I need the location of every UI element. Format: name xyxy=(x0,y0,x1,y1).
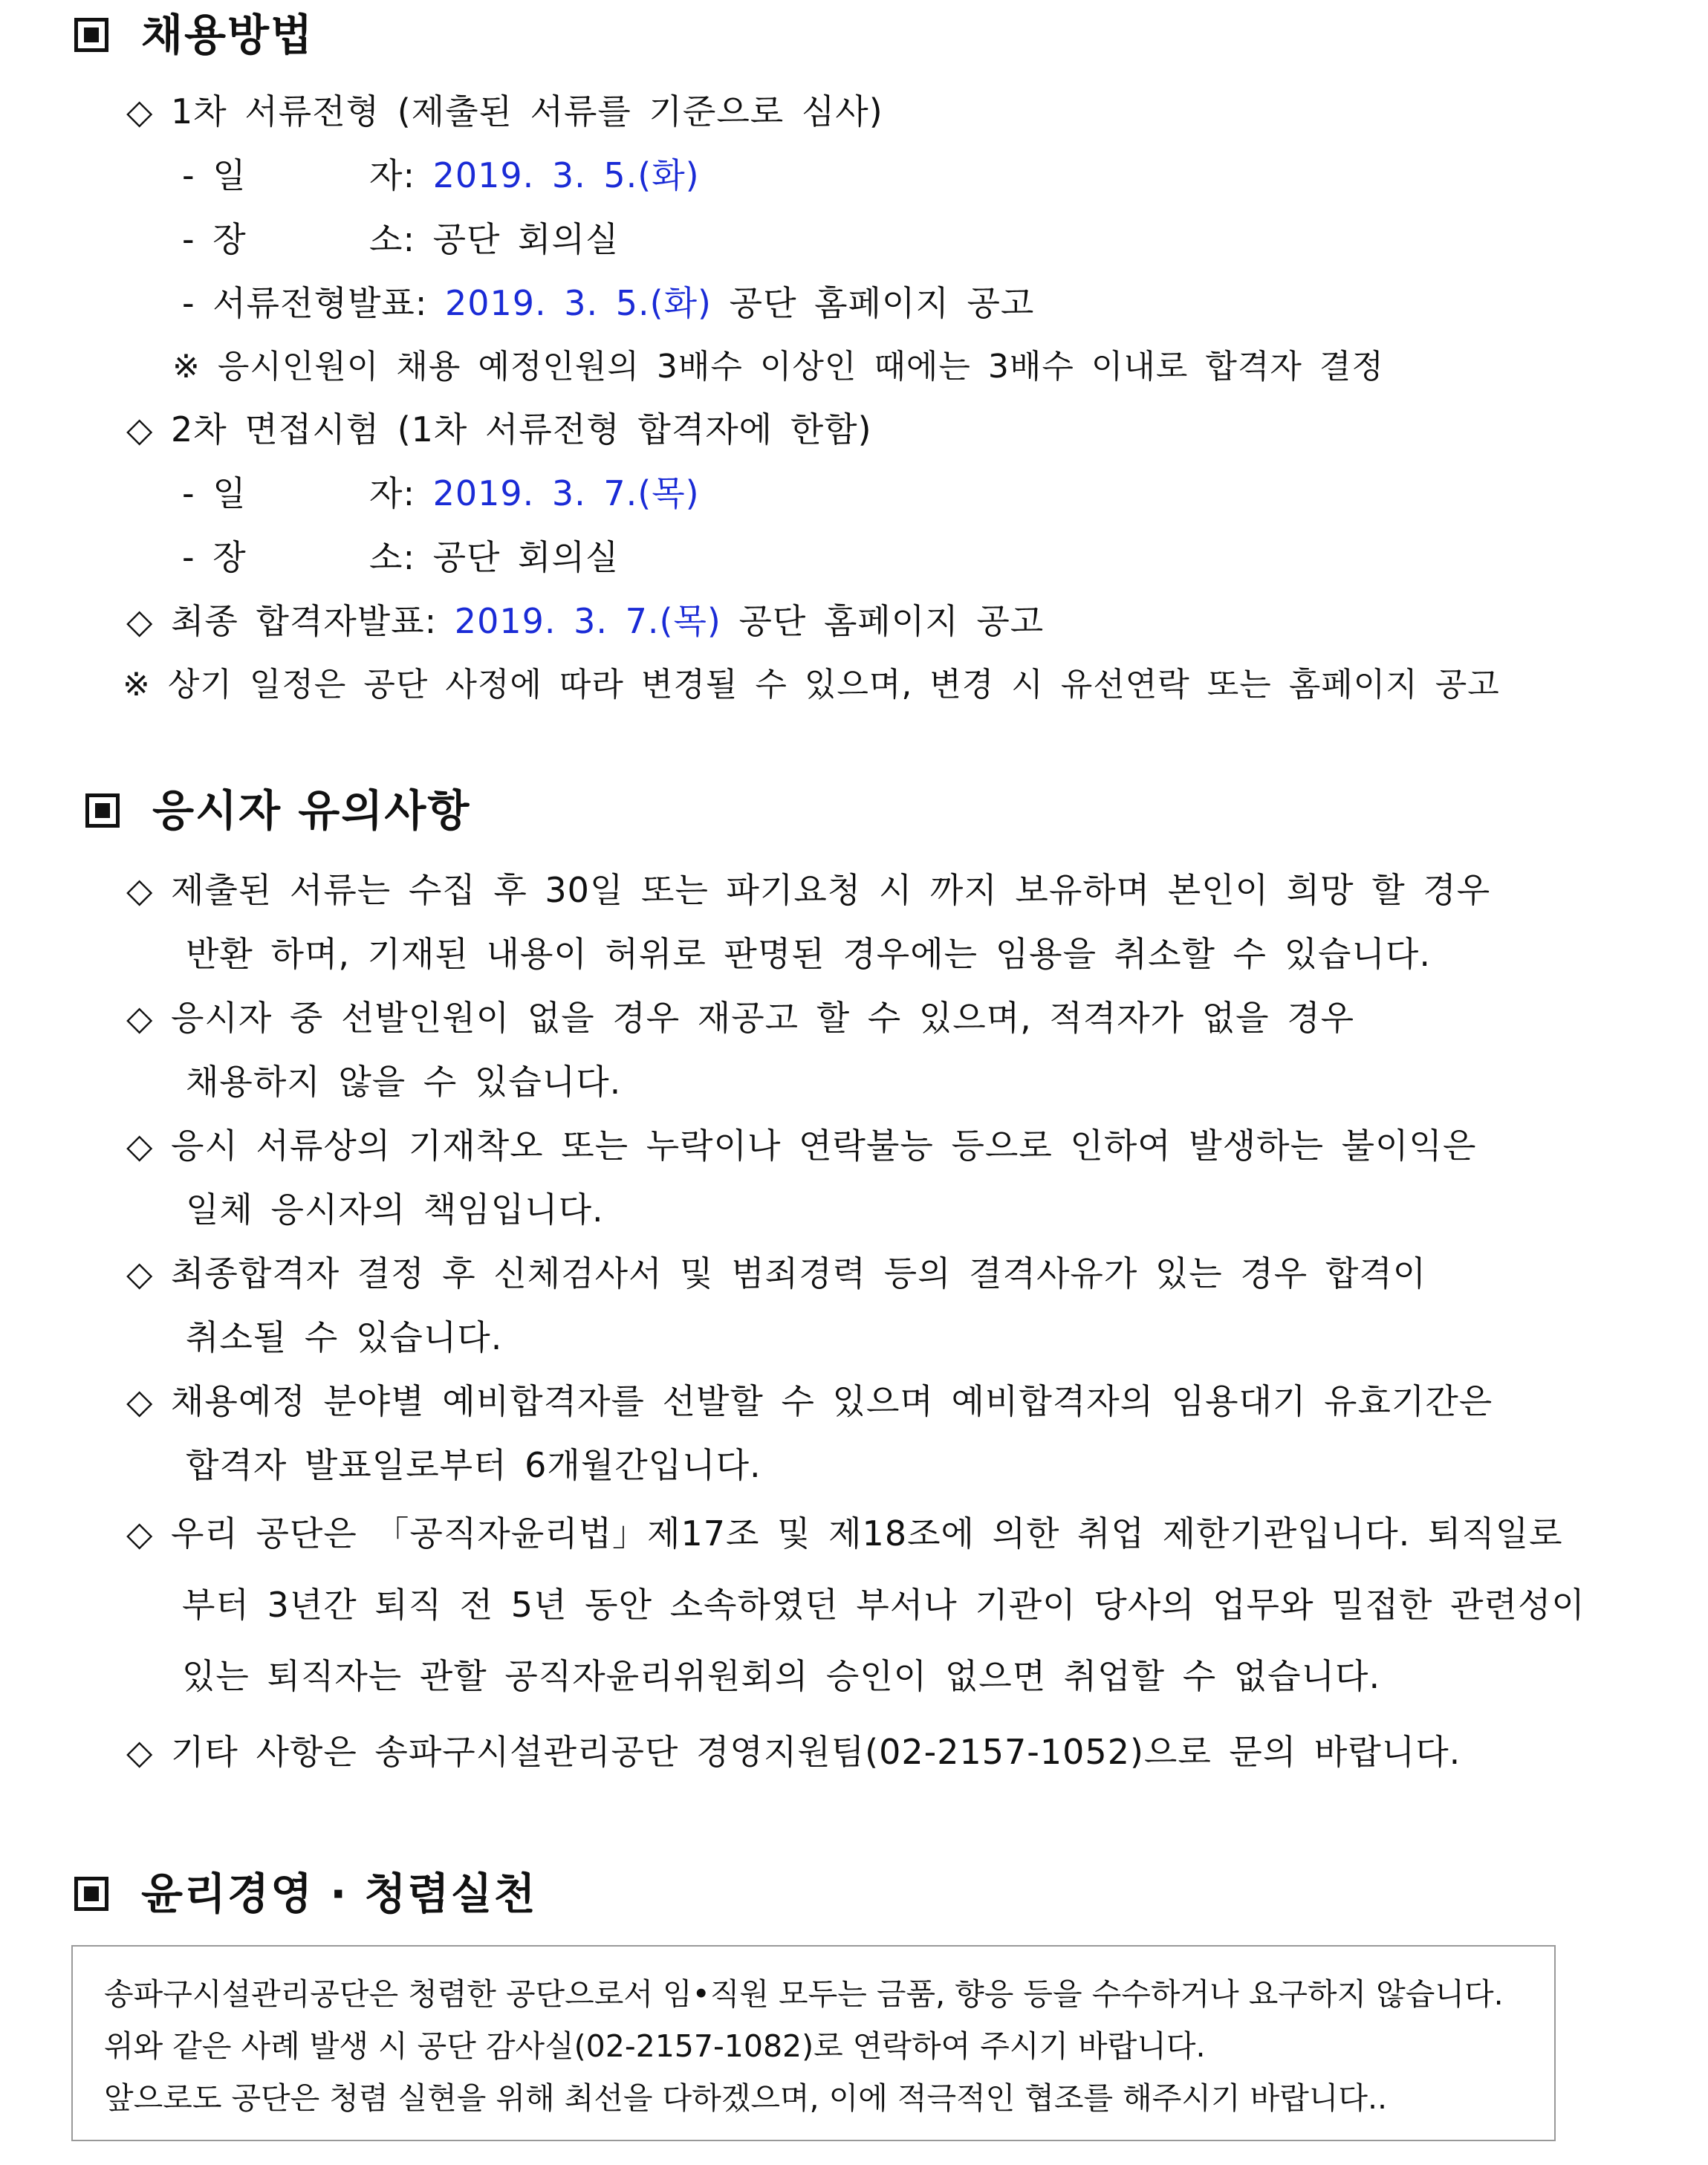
hiring-step2-place: - 장 소: 공단 회의실 xyxy=(182,537,620,577)
date-value: 2019. 3. 5.(화) xyxy=(444,283,712,323)
note-3: ◇ 응시 서류상의 기재착오 또는 누락이나 연락불능 등으로 인하여 발생하는 불이익은 xyxy=(126,1126,1477,1166)
note-5: ◇ 채용예정 분야별 예비합격자를 선발할 수 있으며 예비합격자의 임용대기 유효기간은 xyxy=(126,1381,1493,1421)
ethics-line-2: 위와 같은 사례 발생 시 공단 감사실(02-2157-1082)로 연락하여 주시기 바랍니다. xyxy=(104,2028,1206,2064)
hiring-final: ◇ 최종 합격자발표: 2019. 3. 7.(목) 공단 홈페이지 공고 xyxy=(126,601,1045,641)
hiring-step2-date: - 일 자: 2019. 3. 7.(목) xyxy=(182,473,700,513)
section-bullet-icon xyxy=(74,1877,108,1911)
note-5-cont: 합격자 발표일로부터 6개월간입니다. xyxy=(186,1445,762,1485)
date-value: 2019. 3. 7.(목) xyxy=(454,601,721,641)
hiring-step1-date: - 일 자: 2019. 3. 5.(화) xyxy=(182,155,700,195)
note-4: ◇ 최종합격자 결정 후 신체검사서 및 범죄경력 등의 결격사유가 있는 경우 합격이 xyxy=(126,1253,1427,1294)
ethics-notice-box xyxy=(71,1945,1556,2141)
hiring-step1: ◇ 1차 서류전형 (제출된 서류를 기준으로 심사) xyxy=(126,91,883,132)
hiring-schedule-note: ※ 상기 일정은 공단 사정에 따라 변경될 수 있으며, 변경 시 유선연락 또는 홈페이지 공고 xyxy=(123,666,1500,704)
note-2: ◇ 응시자 중 선발인원이 없을 경우 재공고 할 수 있으며, 적격자가 없을 경우 xyxy=(126,998,1355,1038)
hiring-step1-place: - 장 소: 공단 회의실 xyxy=(182,219,620,259)
ethics-line-1: 송파구시설관리공단은 청렴한 공단으로서 임•직원 모두는 금품, 향응 등을 수수하거나 요구하지 않습니다. xyxy=(104,1976,1504,2012)
section-bullet-icon xyxy=(85,793,120,828)
hiring-step1-note: ※ 응시인원이 채용 예정인원의 3배수 이상인 때에는 3배수 이내로 합격자 결정 xyxy=(172,348,1384,386)
hiring-step1-announce: - 서류전형발표: 2019. 3. 5.(화) 공단 홈페이지 공고 xyxy=(182,283,1035,323)
section-title-notes: 응시자 유의사항 xyxy=(152,785,471,836)
note-4-cont: 취소될 수 있습니다. xyxy=(186,1317,503,1357)
hiring-step2: ◇ 2차 면접시험 (1차 서류전형 합격자에 한함) xyxy=(126,409,872,449)
date-value: 2019. 3. 5.(화) xyxy=(432,155,700,195)
section-title-ethics: 윤리경영 · 청렴실천 xyxy=(141,1869,537,1919)
note-2-cont: 채용하지 않을 수 있습니다. xyxy=(186,1062,622,1102)
note-7: ◇ 기타 사항은 송파구시설관리공단 경영지원팀(02-2157-1052)으로 문의 바랍니다. xyxy=(126,1732,1461,1772)
ethics-line-3: 앞으로도 공단은 청렴 실현을 위해 최선을 다하겠으며, 이에 적극적인 협조를 해주시기 바랍니다.. xyxy=(104,2080,1388,2116)
note-6-cont2: 있는 퇴직자는 관할 공직자윤리위원회의 승인이 없으면 취업할 수 없습니다. xyxy=(182,1656,1381,1696)
date-value: 2019. 3. 7.(목) xyxy=(432,473,700,513)
section-title-hiring: 채용방법 xyxy=(141,10,314,60)
note-6: ◇ 우리 공단은 「공직자윤리법」제17조 및 제18조에 의한 취업 제한기관입니다. 퇴직일로 xyxy=(126,1513,1563,1554)
note-1: ◇ 제출된 서류는 수집 후 30일 또는 파기요청 시 까지 보유하며 본인이 희망 할 경우 xyxy=(126,870,1491,910)
note-3-cont: 일체 응시자의 책임입니다. xyxy=(186,1189,604,1230)
section-bullet-icon xyxy=(74,18,108,52)
note-1-cont: 반환 하며, 기재된 내용이 허위로 판명된 경우에는 임용을 취소할 수 있습니다. xyxy=(186,934,1431,974)
note-6-cont1: 부터 3년간 퇴직 전 5년 동안 소속하였던 부서나 기관이 당사의 업무와 밀접한 관련성이 xyxy=(182,1585,1585,1625)
